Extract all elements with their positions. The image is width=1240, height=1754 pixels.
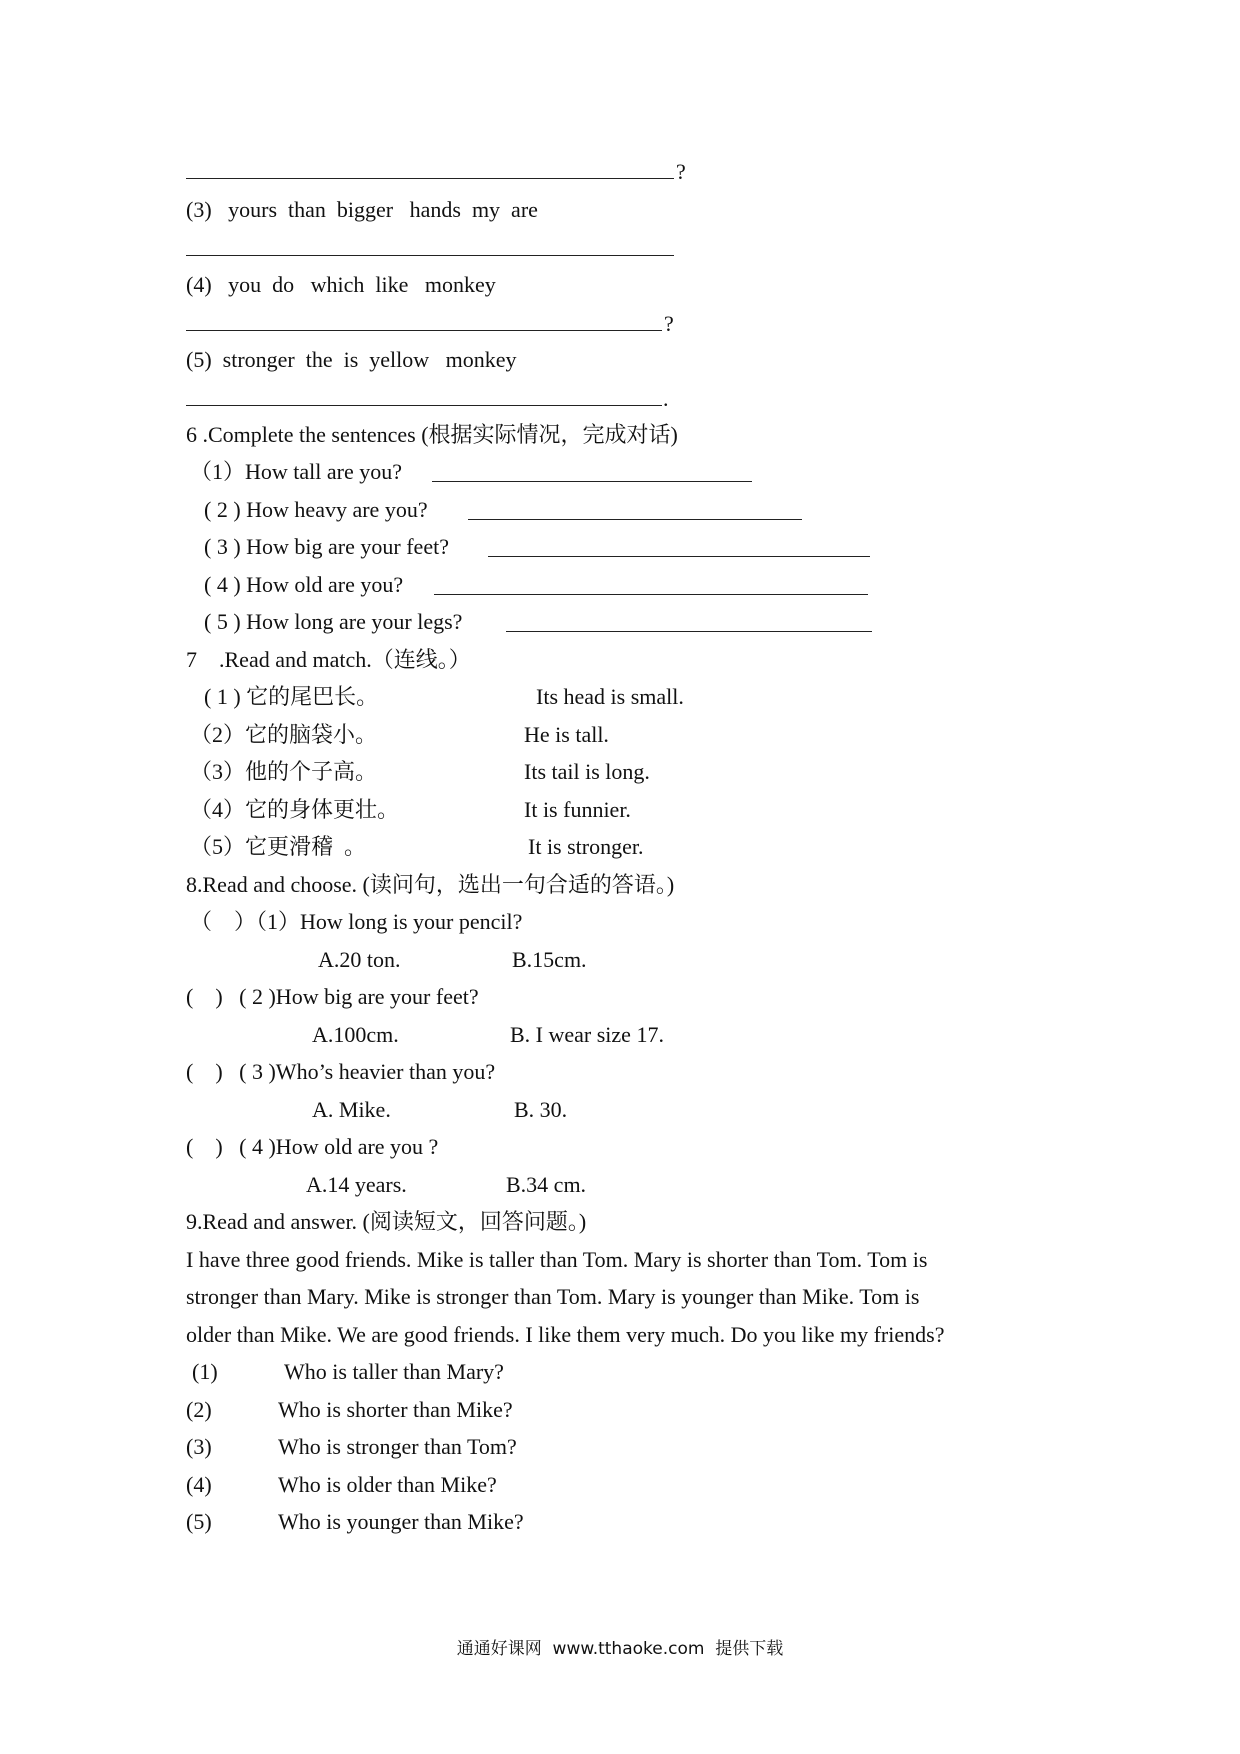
section-heading: 6 .Complete the sentences (根据实际情况，完成对话) [186, 422, 678, 447]
question-item: ( 5 ) How long are your legs? [204, 609, 463, 634]
answer-blank[interactable] [488, 556, 870, 557]
question-number: (1) [192, 1359, 218, 1384]
reading-question: Who is older than Mike? [278, 1472, 497, 1497]
passage-line: I have three good friends. Mike is taller than Tom. Mary is shorter than Tom. Tom is [186, 1247, 928, 1272]
match-right: Its head is small. [536, 684, 684, 709]
match-left: （4）它的身体更壮。 [190, 797, 400, 822]
answer-blank[interactable] [434, 594, 868, 595]
q-mark: ? [676, 159, 686, 184]
choice-question: ( ) ( 3 )Who’s heavier than you? [186, 1059, 496, 1084]
question-number: (5) [186, 1509, 212, 1534]
question-number: (3) [186, 1434, 212, 1459]
option-b[interactable]: B.34 cm. [506, 1172, 587, 1197]
question-item: ( 3 ) How big are your feet? [204, 534, 449, 559]
period-mark: . [663, 386, 669, 411]
reading-question: Who is younger than Mike? [278, 1509, 524, 1534]
choice-question: ( ) ( 4 )How old are you ? [186, 1134, 439, 1159]
section-heading: 7 .Read and match.（连线。） [186, 647, 471, 672]
match-left: （3）他的个子高。 [190, 759, 378, 784]
question-item: （1）How tall are you? [190, 459, 402, 484]
reading-question: Who is shorter than Mike? [278, 1397, 513, 1422]
answer-blank[interactable] [432, 481, 752, 482]
reading-question: Who is stronger than Tom? [278, 1434, 517, 1459]
option-a[interactable]: A.14 years. [306, 1172, 407, 1197]
passage-line: older than Mike. We are good friends. I like them very much. Do you like my friends? [186, 1322, 945, 1347]
match-left: （2）它的脑袋小。 [190, 722, 378, 747]
section-heading: 9.Read and answer. (阅读短文，回答问题。) [186, 1209, 587, 1234]
option-b[interactable]: B.15cm. [512, 947, 587, 972]
scrambled-words-4: (4) you do which like monkey [186, 272, 496, 297]
match-right: Its tail is long. [524, 759, 650, 784]
match-left: （5）它更滑稽 。 [190, 834, 367, 859]
section-heading: 8.Read and choose. (读问句，选出一句合适的答语。) [186, 872, 675, 897]
choice-question: （ ）（1）How long is your pencil? [190, 909, 523, 934]
match-right: He is tall. [524, 722, 609, 747]
option-a[interactable]: A.100cm. [312, 1022, 399, 1047]
question-item: ( 4 ) How old are you? [204, 572, 404, 597]
scrambled-words-3: (3) yours than bigger hands my are [186, 197, 538, 222]
answer-blank[interactable] [186, 405, 662, 406]
match-left: ( 1 ) 它的尾巴长。 [204, 684, 379, 709]
option-a[interactable]: A.20 ton. [318, 947, 401, 972]
answer-blank[interactable] [186, 330, 662, 331]
scrambled-words-5: (5) stronger the is yellow monkey [186, 347, 517, 372]
question-number: (4) [186, 1472, 212, 1497]
footer-source: 通通好课网 www.tthaoke.com 提供下载 [456, 1639, 784, 1659]
question-item: ( 2 ) How heavy are you? [204, 497, 428, 522]
question-number: (2) [186, 1397, 212, 1422]
q-mark: ? [664, 311, 674, 336]
reading-question: Who is taller than Mary? [284, 1359, 504, 1384]
answer-blank[interactable] [468, 519, 802, 520]
match-right: It is funnier. [524, 797, 631, 822]
option-b[interactable]: B. I wear size 17. [510, 1022, 664, 1047]
answer-blank[interactable] [186, 255, 674, 256]
choice-question: ( ) ( 2 )How big are your feet? [186, 984, 479, 1009]
answer-blank[interactable] [506, 631, 872, 632]
answer-blank[interactable] [186, 178, 674, 179]
match-right: It is stronger. [528, 834, 644, 859]
option-b[interactable]: B. 30. [514, 1097, 568, 1122]
passage-line: stronger than Mary. Mike is stronger than Tom. Mary is younger than Mike. Tom is [186, 1284, 920, 1309]
option-a[interactable]: A. Mike. [312, 1097, 391, 1122]
